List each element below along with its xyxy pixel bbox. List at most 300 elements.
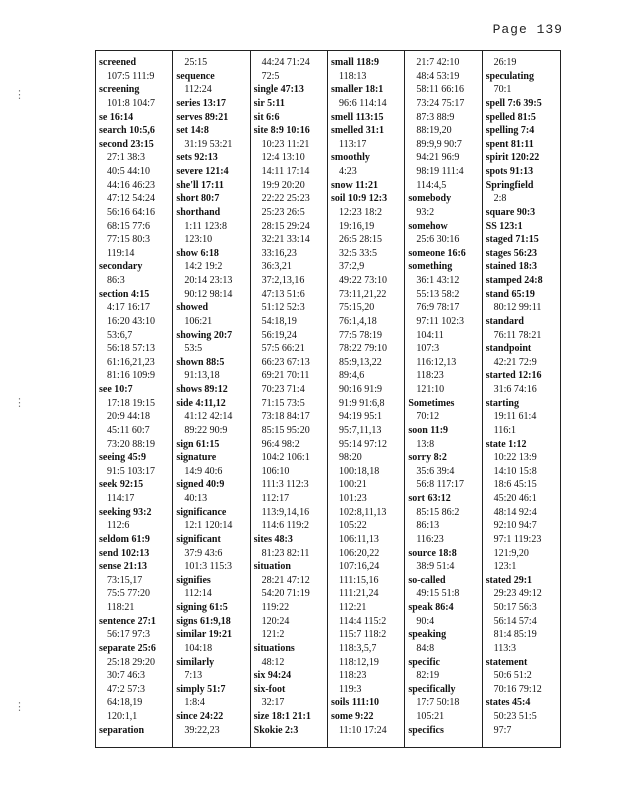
index-term: spent 81:11: [485, 138, 534, 150]
index-term: sir 5:11: [253, 97, 285, 109]
page-reference: 4:17 16:17: [107, 302, 151, 314]
page-reference: 57:5 66:21: [261, 343, 305, 355]
page-reference: 56:18 57:13: [107, 343, 156, 355]
index-term: Springfield: [485, 179, 534, 191]
index-term: signifies: [176, 574, 211, 586]
page-reference: 41:12 42:14: [184, 411, 233, 423]
page-reference: 42:21 72:9: [493, 356, 537, 368]
page-reference: 50:17 56:3: [493, 602, 537, 613]
page-reference: 107:3: [416, 343, 440, 355]
page-reference: 82:19: [416, 670, 440, 682]
index-term: states 45:4: [485, 697, 531, 709]
index-term: seldom 61:9: [99, 533, 150, 545]
page-reference: 106:11,13: [338, 533, 379, 545]
page-reference: 118:21: [107, 602, 135, 613]
page-reference: 113:9,14,16: [261, 506, 310, 518]
page-reference: 1:11 123:8: [184, 220, 228, 232]
page-reference: 97:1 119:23: [493, 533, 542, 545]
page-reference: 75:5 77:20: [107, 588, 151, 600]
page-reference: 29:23 49:12: [493, 588, 542, 600]
page-reference: 104:11: [416, 329, 444, 341]
index-term: six-foot: [253, 683, 286, 695]
page-reference: 113:3: [493, 642, 517, 654]
index-term: separate 25:6: [99, 642, 156, 654]
index-term: speculating: [485, 70, 534, 82]
page-reference: 20:14 23:13: [184, 275, 233, 286]
index-term: state 1:12: [485, 438, 527, 450]
page-reference: 105:22: [338, 520, 367, 532]
index-term: starting: [485, 397, 519, 409]
page-reference: 120:24: [261, 615, 290, 627]
page-reference: 56:14 57:4: [493, 615, 537, 627]
page-reference: 101:23: [338, 493, 367, 504]
page-reference: 19:16,19: [338, 220, 375, 232]
index-term: stained 18:3: [485, 261, 538, 273]
page-reference: 48:12: [261, 656, 285, 668]
index-term: somehow: [408, 220, 448, 232]
page-reference: 115:7 118:2: [338, 629, 387, 641]
page-reference: 111:3 112:3: [261, 479, 309, 491]
page-reference: 107:16,24: [338, 561, 380, 573]
index-term: significance: [176, 506, 227, 518]
page-reference: 92:10 94:7: [493, 520, 537, 532]
page-reference: 68:15 77:6: [107, 220, 151, 232]
index-term: single 47:13: [253, 84, 304, 96]
page-reference: 80:12 99:11: [493, 302, 542, 314]
index-term: spell 7:6 39:5: [485, 97, 542, 109]
index-term: set 14:8: [176, 125, 209, 137]
page-reference: 70:23 71:4: [261, 384, 305, 395]
page-reference: 71:15 73:5: [261, 397, 305, 409]
index-term: standard: [485, 315, 524, 327]
index-term: short 80:7: [176, 193, 220, 205]
index-term: standpoint: [485, 343, 532, 355]
page-reference: 89:9,9 90:7: [416, 138, 462, 150]
page-reference: 53:6,7: [107, 329, 133, 341]
page-reference: 104:18: [184, 642, 213, 654]
page-reference: 25:18 29:20: [107, 656, 156, 668]
page-reference: 107:5 111:9: [107, 70, 155, 82]
index-term: section 4:15: [99, 288, 150, 300]
page-reference: 32:5 33:5: [338, 247, 378, 259]
page-reference: 31:19 53:21: [184, 138, 233, 150]
page-reference: 54:18,19: [261, 315, 297, 327]
page-reference: 66:23 67:13: [261, 356, 310, 368]
index-term: snow 11:21: [330, 179, 378, 191]
index-term: second 23:15: [99, 138, 154, 150]
page-reference: 114:17: [107, 493, 135, 504]
page-reference: 123:1: [493, 561, 517, 573]
index-term: small 118:9: [330, 57, 380, 68]
index-term: significant: [176, 533, 221, 545]
page-reference: 96:6 114:14: [338, 97, 387, 109]
page-reference: 105:21: [416, 711, 445, 722]
page-reference: 106:10: [261, 465, 290, 477]
page-reference: 86:13: [416, 520, 440, 532]
index-term: severe 121:4: [176, 166, 229, 177]
index-term: spelling 7:4: [485, 125, 535, 137]
page-reference: 61:16,21,23: [107, 356, 155, 368]
page-reference: 12:1 120:14: [184, 520, 233, 532]
page-reference: 27:1 38:3: [107, 152, 146, 164]
index-term: started 12:16: [485, 370, 542, 382]
page-reference: 116:12,13: [416, 356, 457, 368]
index-term: sets 92:13: [176, 152, 218, 164]
page-reference: 85:15 86:2: [416, 506, 460, 518]
page-reference: 90:12 98:14: [184, 288, 233, 300]
page-reference: 114:4,5: [416, 179, 447, 191]
index-term: screened: [99, 57, 137, 68]
page-reference: 69:21 70:11: [261, 370, 310, 382]
page-reference: 39:22,23: [184, 724, 220, 736]
page-reference: 118:3,5,7: [338, 642, 377, 654]
page-reference: 114:6 119:2: [261, 520, 309, 532]
page-reference: 73:24 75:17: [416, 97, 465, 109]
index-term: SS 123:1: [485, 220, 523, 232]
page-reference: 101:3 115:3: [184, 561, 233, 573]
page-reference: 101:8 104:7: [107, 97, 156, 109]
page-reference: 28:21 47:12: [261, 574, 310, 586]
page-reference: 56:16 64:16: [107, 206, 156, 218]
index-term: similarly: [176, 656, 215, 668]
page-reference: 88:19,20: [416, 125, 452, 137]
page-reference: 95:14 97:12: [338, 438, 388, 450]
page-reference: 14:11 17:14: [261, 166, 310, 177]
page-reference: 98:19 111:4: [416, 166, 464, 177]
page-reference: 85:9,13,22: [338, 356, 382, 368]
page-reference: 32:21 33:14: [261, 234, 310, 246]
index-term: staged 71:15: [485, 234, 539, 246]
page-reference: 76:1,4,18: [338, 315, 377, 327]
index-term: somebody: [408, 193, 452, 205]
index-term: signs 61:9,18: [176, 615, 231, 627]
index-term: signed 40:9: [176, 479, 225, 491]
page-reference: 47:13 51:6: [261, 288, 305, 300]
page-reference: 72:5: [261, 70, 280, 82]
page-reference: 17:18 19:15: [107, 397, 156, 409]
page-reference: 20:9 44:18: [107, 411, 151, 423]
page-reference: 51:12 52:3: [261, 302, 305, 314]
page-reference: 25:15: [184, 57, 208, 68]
index-term: square 90:3: [485, 206, 536, 218]
page-reference: 93:2: [416, 206, 435, 218]
page-reference: 119:14: [107, 247, 135, 259]
index-term: showed: [176, 302, 209, 314]
page-reference: 37:9 43:6: [184, 547, 223, 559]
page-reference: 36:3,21: [261, 261, 292, 273]
page-reference: 45:11 60:7: [107, 424, 150, 436]
page-number: Page 139: [492, 22, 563, 37]
page-reference: 121:10: [416, 384, 445, 395]
page-reference: 91:9 91:6,8: [338, 397, 385, 409]
index-term: side 4:11,12: [176, 397, 226, 409]
page-reference: 70:12: [416, 411, 440, 423]
index-term: smoothly: [330, 152, 370, 164]
page-reference: 73:11,21,22: [338, 288, 387, 300]
index-term: so-called: [408, 574, 446, 586]
page-reference: 111:21,24: [338, 588, 379, 600]
index-column-5: [405, 51, 482, 747]
index-term: stated 29:1: [485, 574, 533, 586]
page-reference: 123:10: [184, 234, 213, 246]
page-reference: 36:1 43:12: [416, 275, 460, 286]
page-reference: 76:9 78:17: [416, 302, 460, 314]
index-term: stand 65:19: [485, 288, 535, 300]
index-term: sentence 27:1: [99, 615, 156, 627]
index-column-2: [173, 51, 250, 747]
page-reference: 100:18,18: [338, 465, 380, 477]
binder-hole-mark: ⋮: [14, 396, 25, 409]
page-reference: 55:13 58:2: [416, 288, 460, 300]
page-reference: 121:9,20: [493, 547, 529, 559]
index-term: she'll 17:11: [176, 179, 224, 191]
page-reference: 14:10 15:8: [493, 465, 537, 477]
index-term: specific: [408, 656, 440, 668]
index-term: statement: [485, 656, 528, 668]
page-reference: 77:5 78:19: [338, 329, 383, 341]
page-reference: 96:4 98:2: [261, 438, 300, 450]
index-term: signature: [176, 452, 217, 464]
index-term: smelled 31:1: [330, 125, 385, 137]
page-reference: 111:15,16: [338, 574, 379, 586]
page-reference: 85:15 95:20: [261, 424, 310, 436]
page-reference: 104:2 106:1: [261, 452, 310, 464]
page-reference: 90:16 91:9: [338, 384, 383, 395]
page-reference: 78:22 79:10: [338, 343, 388, 355]
index-term: search 10:5,6: [99, 125, 155, 137]
page-reference: 116:1: [493, 424, 517, 436]
index-term: sequence: [176, 70, 215, 82]
page-reference: 37:2,13,16: [261, 275, 305, 286]
index-term: stages 56:23: [485, 247, 538, 259]
page-reference: 120:1,1: [107, 711, 138, 722]
index-term: see 10:7: [99, 384, 133, 395]
page-reference: 10:23 11:21: [261, 138, 310, 150]
page-reference: 58:11 66:16: [416, 84, 464, 96]
page-reference: 86:3: [107, 275, 125, 286]
page-reference: 33:16,23: [261, 247, 297, 259]
page-reference: 4:23: [338, 166, 357, 177]
page-reference: 56:17 97:3: [107, 629, 151, 641]
page-reference: 84:8: [416, 642, 435, 654]
index-term: spots 91:13: [485, 166, 534, 177]
index-term: seek 92:15: [99, 479, 144, 491]
page-reference: 112:21: [338, 602, 367, 613]
index-term: sorry 8:2: [408, 452, 447, 464]
index-term: someone 16:6: [408, 247, 466, 259]
page-reference: 14:2 19:2: [184, 261, 223, 273]
index-term: sort 63:12: [408, 493, 451, 504]
page-reference: 94:19 95:1: [338, 411, 383, 423]
page-reference: 106:21: [184, 315, 213, 327]
page-reference: 76:11 78:21: [493, 329, 542, 341]
index-column-3: [251, 51, 328, 747]
page-reference: 26:19: [493, 57, 517, 68]
index-term: smell 113:15: [330, 111, 384, 123]
page-reference: 10:22 13:9: [493, 452, 537, 464]
page-reference: 121:2: [261, 629, 285, 641]
index-term: shows 89:12: [176, 384, 228, 395]
page-reference: 54:20 71:19: [261, 588, 310, 600]
binder-hole-mark: ⋮: [14, 88, 25, 101]
page-reference: 16:20 43:10: [107, 315, 156, 327]
index-term: specifically: [408, 683, 456, 695]
page-reference: 28:15 29:24: [261, 220, 310, 232]
page-reference: 91:13,18: [184, 370, 220, 382]
page-reference: 112:14: [184, 588, 212, 600]
page-reference: 50:6 51:2: [493, 670, 532, 682]
index-term: show 6:18: [176, 247, 219, 259]
page-reference: 81:23 82:11: [261, 547, 310, 559]
page-reference: 2:8: [493, 193, 507, 205]
binder-hole-mark: ⋮: [14, 700, 25, 713]
page-reference: 73:15,17: [107, 574, 143, 586]
index-term: spirit 120:22: [485, 152, 540, 164]
index-term: stamped 24:8: [485, 275, 543, 286]
page-reference: 75:15,20: [338, 302, 375, 314]
page-reference: 112:6: [107, 520, 130, 532]
page-reference: 12:4 13:10: [261, 152, 305, 164]
page-reference: 106:20,22: [338, 547, 380, 559]
page-reference: 112:17: [261, 493, 290, 504]
page-reference: 91:5 103:17: [107, 465, 156, 477]
page-reference: 87:3 88:9: [416, 111, 455, 123]
index-term: source 18:8: [408, 547, 457, 559]
index-term: showing 20:7: [176, 329, 233, 341]
page-reference: 118:23: [338, 670, 367, 682]
page-reference: 37:2,9: [338, 261, 365, 273]
index-term: sit 6:6: [253, 111, 280, 123]
page-reference: 81:16 109:9: [107, 370, 156, 382]
index-term: sense 21:13: [99, 561, 148, 573]
index-term: specifics: [408, 724, 444, 736]
page-reference: 70:1: [493, 84, 512, 96]
page-reference: 81:4 85:19: [493, 629, 537, 641]
index-term: shorthand: [176, 206, 221, 218]
index-term: seeing 45:9: [99, 452, 146, 464]
page-reference: 119:22: [261, 602, 290, 613]
page-reference: 70:16 79:12: [493, 683, 542, 695]
page-reference: 118:23: [416, 370, 444, 382]
page-reference: 45:20 46:1: [493, 493, 537, 504]
page-reference: 119:3: [338, 683, 362, 695]
page-reference: 53:5: [184, 343, 203, 355]
page-reference: 22:22 25:23: [261, 193, 310, 205]
page-reference: 13:8: [416, 438, 435, 450]
page-reference: 112:24: [184, 84, 212, 96]
page-reference: 49:22 73:10: [338, 275, 388, 286]
index-term: sign 61:15: [176, 438, 220, 450]
page-reference: 94:21 96:9: [416, 152, 460, 164]
page-reference: 97:7: [493, 724, 512, 736]
page-reference: 25:23 26:5: [261, 206, 305, 218]
page-reference: 116:23: [416, 533, 444, 545]
page-reference: 40:13: [184, 493, 208, 504]
index-term: speaking: [408, 629, 447, 641]
page-reference: 64:18,19: [107, 697, 143, 709]
page-reference: 17:7 50:18: [416, 697, 460, 709]
page-reference: 89:22 90:9: [184, 424, 228, 436]
index-term: soon 11:9: [408, 424, 449, 436]
page-reference: 47:12 54:24: [107, 193, 156, 205]
index-term: send 102:13: [99, 547, 150, 559]
page-reference: 40:5 44:10: [107, 166, 151, 177]
page-reference: 31:6 74:16: [493, 384, 537, 395]
page-reference: 118:13: [338, 70, 367, 82]
index-term: six 94:24: [253, 670, 292, 682]
page-reference: 95:7,11,13: [338, 424, 382, 436]
page-reference: 100:21: [338, 479, 367, 491]
index-term: separation: [99, 724, 144, 736]
index-term: signing 61:5: [176, 602, 228, 613]
page-reference: 48:4 53:19: [416, 70, 460, 82]
index-term: some 9:22: [330, 711, 374, 722]
page-reference: 38:9 51:4: [416, 561, 455, 573]
index-term: secondary: [99, 261, 143, 273]
page-reference: 98:20: [338, 452, 362, 464]
page-reference: 90:4: [416, 615, 435, 627]
page-reference: 19:11 61:4: [493, 411, 537, 423]
index-column-1: [96, 51, 173, 747]
page-reference: 73:20 88:19: [107, 438, 156, 450]
index-term: soils 111:10: [330, 697, 380, 709]
page-reference: 12:23 18:2: [338, 206, 383, 218]
page-reference: 102:8,11,13: [338, 506, 387, 518]
page-reference: 89:4,6: [338, 370, 365, 382]
page-reference: 35:6 39:4: [416, 465, 455, 477]
page-reference: 1:8:4: [184, 697, 205, 709]
page-reference: 47:2 57:3: [107, 683, 146, 695]
index-term: spelled 81:5: [485, 111, 536, 123]
page-reference: 48:14 92:4: [493, 506, 537, 518]
page-reference: 73:18 84:17: [261, 411, 310, 423]
index-term: Sometimes: [408, 397, 455, 409]
index-term: seeking 93:2: [99, 506, 152, 518]
page-reference: 30:7 46:3: [107, 670, 146, 682]
page-reference: 114:4 115:2: [338, 615, 387, 627]
index-term: site 8:9 10:16: [253, 125, 310, 137]
index-term: series 13:17: [176, 97, 227, 109]
page-reference: 50:23 51:5: [493, 711, 537, 722]
index-term: Skokie 2:3: [253, 724, 299, 736]
page-reference: 44:24 71:24: [261, 57, 310, 68]
index-term: since 24:22: [176, 711, 224, 722]
index-column-6: [483, 51, 560, 747]
page-reference: 56:8 117:17: [416, 479, 464, 491]
index-term: situation: [253, 561, 291, 573]
index-term: speak 86:4: [408, 602, 454, 613]
index-term: sites 48:3: [253, 533, 293, 545]
page-reference: 77:15 80:3: [107, 234, 151, 246]
index-term: simply 51:7: [176, 683, 226, 695]
index-term: se 16:14: [99, 111, 134, 123]
page-reference: 25:6 30:16: [416, 234, 460, 246]
page-reference: 49:15 51:8: [416, 588, 460, 600]
index-column-4: [328, 51, 405, 747]
index-term: something: [408, 261, 453, 273]
page-reference: 32:17: [261, 697, 285, 709]
page-reference: 18:6 45:15: [493, 479, 537, 491]
page-reference: 11:10 17:24: [338, 724, 387, 736]
page-reference: 118:12,19: [338, 656, 379, 668]
index-term: smaller 18:1: [330, 84, 384, 96]
page-reference: 56:19,24: [261, 329, 297, 341]
index-term: serves 89:21: [176, 111, 229, 123]
page-reference: 7:13: [184, 670, 203, 682]
index-term: situations: [253, 642, 295, 654]
page-reference: 113:17: [338, 138, 367, 150]
index-term: soil 10:9 12:3: [330, 193, 388, 205]
